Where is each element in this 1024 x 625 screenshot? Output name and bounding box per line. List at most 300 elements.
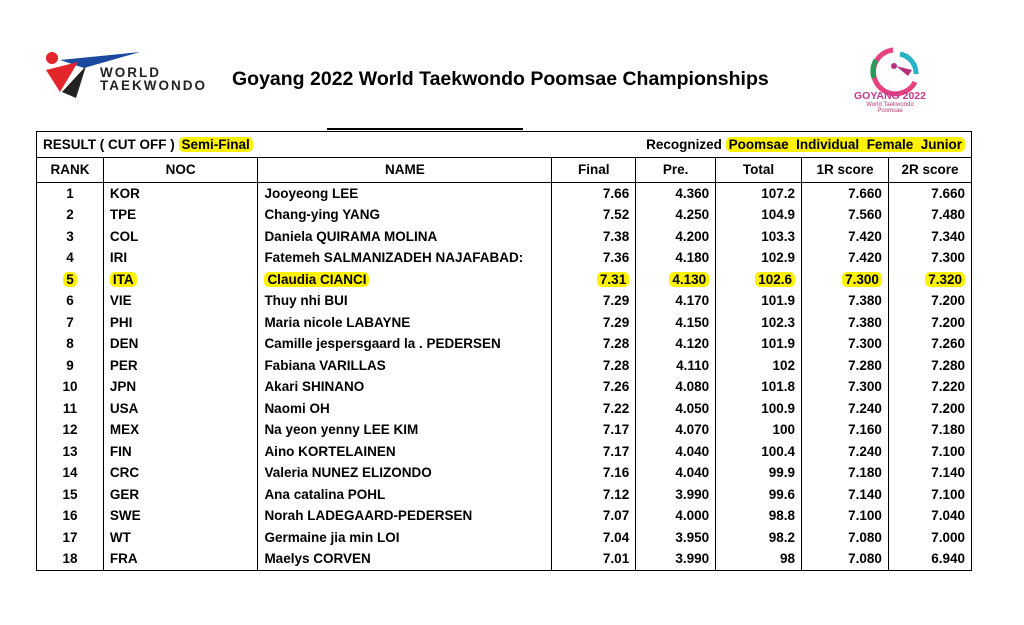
cell-noc-text: KOR — [109, 185, 140, 201]
cell-final — [552, 248, 636, 270]
cell-noc — [103, 248, 258, 270]
cell-1r-score-text: 7.240 — [848, 400, 882, 416]
cell-pre-text: 3.990 — [675, 486, 710, 502]
col-header-2r-score: 2R score — [888, 158, 971, 183]
cell-noc-text: ITA — [110, 272, 137, 287]
cell-name-text: Valeria NUNEZ ELIZONDO — [264, 465, 432, 481]
cell-name-text: Daniela QUIRAMA MOLINA — [264, 228, 438, 244]
cell-rank — [37, 506, 104, 528]
cell-1r-score — [802, 527, 889, 549]
cell-total-text: 102 — [772, 357, 795, 373]
cell-rank — [37, 441, 104, 463]
cell-rank-text: 16 — [62, 508, 78, 524]
cell-2r-score — [888, 291, 971, 313]
cell-total — [716, 291, 802, 313]
cell-name-text: Norah LADEGAARD-PEDERSEN — [264, 508, 473, 524]
cell-rank — [37, 312, 104, 334]
cell-rank — [37, 527, 104, 549]
cell-name-text: Naomi OH — [264, 400, 330, 416]
cell-rank-text: 9 — [66, 357, 74, 373]
cell-final — [552, 527, 636, 549]
wt-logo-text: WORLD TAEKWONDO — [100, 65, 207, 93]
cell-pre — [636, 205, 716, 227]
cell-final-text: 7.01 — [602, 551, 630, 567]
cell-pre-text: 4.040 — [675, 443, 710, 459]
cell-pre — [636, 355, 716, 377]
cell-noc-text: MEX — [109, 422, 140, 438]
cell-name-text: Maria nicole LABAYNE — [264, 314, 411, 330]
cell-final — [552, 506, 636, 528]
info-row — [37, 132, 972, 158]
cell-2r-score — [888, 312, 971, 334]
cell-1r-score — [802, 226, 889, 248]
cell-final — [552, 205, 636, 227]
cell-1r-score-text: 7.280 — [848, 357, 882, 373]
cell-noc — [103, 183, 258, 205]
goyang-logo-subtext: World Taekwondo Poomsae — [866, 102, 914, 114]
cell-final-text: 7.17 — [602, 422, 630, 438]
cell-rank-text: 2 — [66, 207, 74, 223]
cell-1r-score — [802, 205, 889, 227]
cell-1r-score — [802, 334, 889, 356]
cell-pre-text: 4.180 — [675, 250, 710, 266]
cell-noc — [103, 527, 258, 549]
cell-2r-score-text: 7.100 — [931, 443, 965, 459]
cell-2r-score-text: 7.000 — [931, 529, 965, 545]
cell-name — [258, 463, 552, 485]
cell-pre — [636, 506, 716, 528]
cell-1r-score-text: 7.380 — [848, 293, 882, 309]
cell-final — [552, 377, 636, 399]
cell-pre-text: 4.070 — [675, 422, 710, 438]
cell-noc-text: SWE — [109, 508, 141, 524]
cell-2r-score — [888, 377, 971, 399]
cell-noc-text: CRC — [109, 465, 140, 481]
cell-final-text: 7.38 — [602, 228, 630, 244]
cell-rank — [37, 463, 104, 485]
table-header-row — [37, 158, 972, 183]
cell-name-text: Chang-ying YANG — [264, 207, 380, 223]
cell-1r-score-text: 7.240 — [848, 443, 882, 459]
result-label: RESULT ( CUT OFF ) — [43, 136, 175, 152]
cell-name — [258, 549, 552, 571]
cell-2r-score — [888, 484, 971, 506]
cell-noc-text: FIN — [109, 443, 132, 459]
table-row — [37, 205, 972, 227]
cell-1r-score — [802, 183, 889, 205]
col-header-noc: NOC — [103, 158, 258, 183]
cell-name — [258, 441, 552, 463]
cell-2r-score-text: 7.180 — [931, 422, 965, 438]
cell-2r-score-text: 7.260 — [931, 336, 965, 352]
cell-total-text: 102.9 — [761, 250, 795, 266]
cell-rank-text: 8 — [66, 336, 74, 352]
cell-name — [258, 484, 552, 506]
table-row — [37, 398, 972, 420]
cell-pre — [636, 420, 716, 442]
cell-final-text: 7.28 — [602, 336, 630, 352]
table-row — [37, 226, 972, 248]
cell-pre-text: 4.050 — [675, 400, 710, 416]
cell-total-text: 101.9 — [761, 336, 795, 352]
table-row — [37, 506, 972, 528]
cell-1r-score-text: 7.380 — [848, 314, 882, 330]
cell-rank-text: 10 — [62, 379, 78, 395]
cell-rank-text: 5 — [63, 272, 77, 287]
cell-final-text: 7.07 — [602, 508, 630, 524]
cell-2r-score — [888, 205, 971, 227]
cell-total-text: 102.6 — [755, 272, 795, 287]
cell-noc — [103, 398, 258, 420]
cell-pre-text: 3.950 — [675, 529, 710, 545]
cell-final-text: 7.04 — [602, 529, 630, 545]
cell-pre — [636, 312, 716, 334]
cell-rank-text: 1 — [66, 185, 74, 201]
cell-final-text: 7.52 — [602, 207, 630, 223]
col-header-1r-score: 1R score — [802, 158, 889, 183]
table-row — [37, 420, 972, 442]
cell-rank — [37, 183, 104, 205]
cell-1r-score — [802, 484, 889, 506]
cell-total — [716, 226, 802, 248]
cell-pre — [636, 248, 716, 270]
cell-pre — [636, 377, 716, 399]
cell-noc-text: PER — [109, 357, 138, 373]
results-table — [36, 131, 972, 571]
cell-name-text: Na yeon yenny LEE KIM — [264, 422, 419, 438]
cell-noc — [103, 441, 258, 463]
cell-noc — [103, 226, 258, 248]
table-row — [37, 463, 972, 485]
cell-total — [716, 549, 802, 571]
cell-name — [258, 183, 552, 205]
cell-total-text: 107.2 — [761, 185, 795, 201]
cell-pre — [636, 269, 716, 291]
cell-pre-text: 3.990 — [675, 551, 710, 567]
cell-rank — [37, 248, 104, 270]
cell-rank-text: 13 — [62, 443, 78, 459]
cell-name — [258, 269, 552, 291]
cell-total-text: 98 — [779, 551, 795, 567]
cell-final-text: 7.17 — [602, 443, 630, 459]
cell-noc-text: COL — [109, 228, 139, 244]
cell-noc-text: VIE — [109, 293, 132, 309]
table-row — [37, 549, 972, 571]
cell-pre-text: 4.080 — [675, 379, 710, 395]
cell-total — [716, 334, 802, 356]
cell-1r-score-text: 7.420 — [848, 250, 882, 266]
cell-total-text: 100 — [772, 422, 795, 438]
cell-name — [258, 334, 552, 356]
cell-1r-score — [802, 269, 889, 291]
table-row — [37, 527, 972, 549]
cell-final — [552, 269, 636, 291]
category-info — [552, 132, 972, 158]
cell-total — [716, 269, 802, 291]
cell-rank — [37, 269, 104, 291]
col-header-rank: RANK — [37, 158, 104, 183]
cell-rank — [37, 291, 104, 313]
cell-total — [716, 398, 802, 420]
cell-name-text: Thuy nhi BUI — [264, 293, 348, 309]
cell-noc-text: FRA — [109, 551, 138, 567]
cell-final-text: 7.29 — [602, 314, 630, 330]
cell-pre-text: 4.170 — [675, 293, 710, 309]
cell-2r-score-text: 7.040 — [931, 508, 965, 524]
cell-pre — [636, 549, 716, 571]
cell-2r-score — [888, 549, 971, 571]
cell-total — [716, 527, 802, 549]
cell-pre — [636, 291, 716, 313]
cell-2r-score-text: 7.200 — [931, 400, 965, 416]
cell-2r-score-text: 7.140 — [931, 465, 965, 481]
cell-noc — [103, 506, 258, 528]
cell-rank-text: 15 — [62, 486, 78, 502]
col-header-pre: Pre. — [636, 158, 716, 183]
cell-2r-score — [888, 334, 971, 356]
table-row — [37, 269, 972, 291]
cell-2r-score-text: 7.320 — [925, 272, 965, 287]
cell-name-text: Fabiana VARILLAS — [264, 357, 386, 373]
cell-total-text: 99.6 — [768, 486, 795, 502]
cell-name — [258, 226, 552, 248]
table-row — [37, 312, 972, 334]
cell-pre-text: 4.360 — [675, 185, 710, 201]
cell-name-text: Fatemeh SALMANIZADEH NAJAFABAD: — [264, 250, 524, 266]
cell-total — [716, 205, 802, 227]
cell-final — [552, 549, 636, 571]
cell-1r-score-text: 7.300 — [848, 379, 882, 395]
cell-2r-score-text: 7.200 — [931, 293, 965, 309]
cell-rank-text: 7 — [66, 314, 74, 330]
cell-name — [258, 377, 552, 399]
header-divider — [327, 128, 523, 130]
cell-noc — [103, 269, 258, 291]
cell-noc-text: JPN — [109, 379, 137, 395]
cell-pre-text: 4.150 — [675, 314, 710, 330]
cell-1r-score — [802, 377, 889, 399]
table-row — [37, 248, 972, 270]
page-title: Goyang 2022 World Taekwondo Poomsae Championships — [232, 68, 769, 90]
cell-name — [258, 527, 552, 549]
cell-total-text: 100.9 — [761, 400, 795, 416]
col-header-final: Final — [552, 158, 636, 183]
cell-name-text: Claudia CIANCI — [264, 272, 369, 287]
stage-badge: Semi-Final — [179, 137, 253, 152]
cell-final — [552, 183, 636, 205]
cell-2r-score — [888, 248, 971, 270]
cell-rank — [37, 226, 104, 248]
cell-final — [552, 226, 636, 248]
cell-total — [716, 355, 802, 377]
cell-name — [258, 420, 552, 442]
cell-pre — [636, 226, 716, 248]
cell-name — [258, 506, 552, 528]
cell-name-text: Ana catalina POHL — [264, 486, 386, 502]
cell-1r-score-text: 7.160 — [848, 422, 882, 438]
cell-noc — [103, 334, 258, 356]
cell-final-text: 7.16 — [602, 465, 630, 481]
cell-rank — [37, 334, 104, 356]
cell-name — [258, 205, 552, 227]
cell-total — [716, 377, 802, 399]
cell-rank-text: 12 — [62, 422, 78, 438]
cell-noc — [103, 549, 258, 571]
cell-total-text: 98.8 — [768, 508, 795, 524]
cell-1r-score-text: 7.300 — [848, 336, 882, 352]
cell-name — [258, 312, 552, 334]
cell-2r-score-text: 7.200 — [931, 314, 965, 330]
cell-total — [716, 441, 802, 463]
cell-1r-score — [802, 312, 889, 334]
cell-1r-score-text: 7.080 — [848, 551, 882, 567]
cell-rank-text: 6 — [66, 293, 74, 309]
cell-pre — [636, 463, 716, 485]
cell-rank — [37, 484, 104, 506]
table-row — [37, 377, 972, 399]
cell-1r-score — [802, 398, 889, 420]
cell-total — [716, 463, 802, 485]
cell-rank — [37, 420, 104, 442]
cell-noc-text: USA — [109, 400, 139, 416]
cell-noc-text: TPE — [109, 207, 137, 223]
col-header-name: NAME — [258, 158, 552, 183]
cell-total — [716, 484, 802, 506]
cell-2r-score-text: 7.660 — [931, 185, 965, 201]
cell-rank — [37, 549, 104, 571]
cell-2r-score — [888, 506, 971, 528]
cell-1r-score — [802, 506, 889, 528]
cell-pre — [636, 484, 716, 506]
cell-2r-score-text: 7.220 — [931, 379, 965, 395]
cell-pre-text: 4.250 — [675, 207, 710, 223]
cell-2r-score-text: 6.940 — [931, 551, 965, 567]
cell-1r-score — [802, 248, 889, 270]
cell-total — [716, 506, 802, 528]
cell-1r-score-text: 7.560 — [848, 207, 882, 223]
cell-total-text: 99.9 — [768, 465, 795, 481]
cell-2r-score — [888, 463, 971, 485]
cell-final-text: 7.36 — [602, 250, 630, 266]
cell-noc — [103, 205, 258, 227]
cell-1r-score-text: 7.080 — [848, 529, 882, 545]
cell-final-text: 7.12 — [602, 486, 630, 502]
cell-1r-score-text: 7.300 — [842, 272, 882, 287]
cell-pre — [636, 334, 716, 356]
cell-total-text: 104.9 — [761, 207, 795, 223]
cell-1r-score — [802, 441, 889, 463]
cell-2r-score — [888, 441, 971, 463]
cell-noc-text: GER — [109, 486, 140, 502]
cell-final — [552, 484, 636, 506]
cell-final — [552, 398, 636, 420]
cell-final — [552, 312, 636, 334]
cell-total — [716, 312, 802, 334]
cell-noc — [103, 291, 258, 313]
cell-2r-score — [888, 398, 971, 420]
cell-1r-score-text: 7.660 — [848, 185, 882, 201]
cell-name-text: Jooyeong LEE — [264, 185, 359, 201]
cell-name — [258, 355, 552, 377]
cell-1r-score — [802, 463, 889, 485]
cell-noc-text: PHI — [109, 314, 133, 330]
cell-pre-text: 4.040 — [675, 465, 710, 481]
cell-name-text: Germaine jia min LOI — [264, 529, 400, 545]
cell-2r-score — [888, 269, 971, 291]
cell-total-text: 101.8 — [761, 379, 795, 395]
cell-name — [258, 398, 552, 420]
col-header-total: Total — [716, 158, 802, 183]
cell-noc — [103, 484, 258, 506]
category-badge: Poomsae Individual Female Junior — [726, 137, 965, 152]
cell-total-text: 100.4 — [761, 443, 795, 459]
cell-noc-text: IRI — [109, 250, 128, 266]
cell-1r-score-text: 7.180 — [848, 465, 882, 481]
cell-pre — [636, 398, 716, 420]
cell-total-text: 98.2 — [768, 529, 795, 545]
cell-name-text: Akari SHINANO — [264, 379, 365, 395]
cell-total-text: 102.3 — [761, 314, 795, 330]
cell-1r-score-text: 7.140 — [848, 486, 882, 502]
cell-rank-text: 14 — [62, 465, 78, 481]
cell-name-text: Aino KORTELAINEN — [264, 443, 396, 459]
cell-final — [552, 463, 636, 485]
cell-rank-text: 11 — [62, 400, 78, 416]
cell-total — [716, 183, 802, 205]
cell-name-text: Camille jespersgaard la . PEDERSEN — [264, 336, 501, 352]
cell-final-text: 7.22 — [602, 400, 630, 416]
cell-final-text: 7.31 — [597, 272, 629, 287]
cell-noc-text: WT — [109, 529, 131, 545]
cell-1r-score-text: 7.100 — [848, 508, 882, 524]
table-row — [37, 484, 972, 506]
cell-final — [552, 355, 636, 377]
cell-noc — [103, 463, 258, 485]
cell-1r-score — [802, 291, 889, 313]
cell-pre — [636, 527, 716, 549]
cell-1r-score-text: 7.420 — [848, 228, 882, 244]
cell-noc — [103, 355, 258, 377]
cell-2r-score-text: 7.300 — [931, 250, 965, 266]
cell-noc — [103, 312, 258, 334]
cell-2r-score-text: 7.100 — [931, 486, 965, 502]
cell-2r-score-text: 7.280 — [931, 357, 965, 373]
cell-2r-score — [888, 355, 971, 377]
cell-rank — [37, 205, 104, 227]
cell-rank — [37, 398, 104, 420]
cell-rank — [37, 377, 104, 399]
cell-final — [552, 441, 636, 463]
cell-pre — [636, 183, 716, 205]
cell-pre-text: 4.130 — [669, 272, 709, 287]
cell-total-text: 103.3 — [761, 228, 795, 244]
cell-final — [552, 291, 636, 313]
cell-name — [258, 248, 552, 270]
cell-final-text: 7.66 — [602, 185, 630, 201]
cell-final — [552, 334, 636, 356]
cell-rank-text: 3 — [66, 228, 74, 244]
cell-total-text: 101.9 — [761, 293, 795, 309]
cell-total — [716, 248, 802, 270]
cell-noc — [103, 420, 258, 442]
cell-1r-score — [802, 549, 889, 571]
cell-name — [258, 291, 552, 313]
cell-rank-text: 18 — [62, 551, 78, 567]
recognized-label: Recognized — [646, 136, 722, 152]
cell-rank-text: 17 — [62, 529, 78, 545]
cell-2r-score-text: 7.340 — [931, 228, 965, 244]
cell-pre — [636, 441, 716, 463]
